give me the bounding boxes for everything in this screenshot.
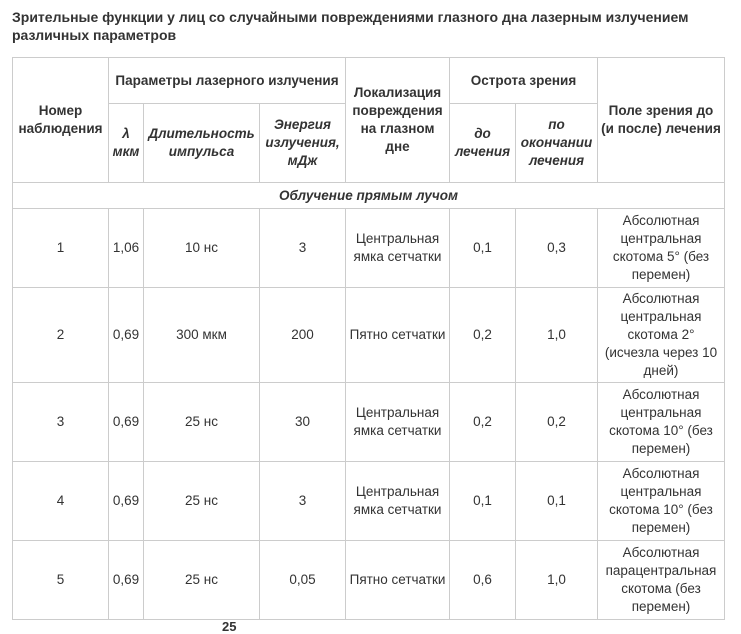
cell-field: Абсолютная центральная скотома 5° (без перемен)	[598, 209, 725, 288]
cell-energy: 3	[260, 209, 346, 288]
header-acuity: Острота зрения	[450, 58, 598, 104]
cell-duration: 10 нс	[144, 209, 260, 288]
cell-acuity-after: 1,0	[516, 288, 598, 383]
cell-acuity-after: 0,1	[516, 462, 598, 541]
header-energy: Энергия излучения, мДж	[260, 104, 346, 183]
cell-acuity-after: 0,3	[516, 209, 598, 288]
header-acuity-after: по окончании лечения	[516, 104, 598, 183]
cell-lambda: 0,69	[109, 462, 144, 541]
cell-num: 4	[13, 462, 109, 541]
cell-num: 2	[13, 288, 109, 383]
cell-localization: Пятно сетчатки	[346, 288, 450, 383]
header-localization: Локализация повреждения на глазном дне	[346, 58, 450, 183]
cell-num: 3	[13, 383, 109, 462]
header-acuity-before: до лечения	[450, 104, 516, 183]
cell-localization: Центральная ямка сетчатки	[346, 462, 450, 541]
cell-acuity-before: 0,6	[450, 541, 516, 620]
cell-energy: 3	[260, 462, 346, 541]
cell-acuity-before: 0,1	[450, 209, 516, 288]
header-obs-number: Номер наблюдения	[13, 58, 109, 183]
cell-duration: 300 мкм	[144, 288, 260, 383]
cell-duration: 25 нс	[144, 383, 260, 462]
cell-localization: Пятно сетчатки	[346, 541, 450, 620]
cell-field: Абсолютная центральная скотома 2° (исчезла через 10 дней)	[598, 288, 725, 383]
cell-energy: 0,05	[260, 541, 346, 620]
cell-energy: 30	[260, 383, 346, 462]
cell-acuity-before: 0,2	[450, 383, 516, 462]
cell-acuity-before: 0,1	[450, 462, 516, 541]
cell-acuity-after: 0,2	[516, 383, 598, 462]
cell-num: 1	[13, 209, 109, 288]
table-row	[13, 541, 725, 620]
cell-field: Абсолютная центральная скотома 10° (без перемен)	[598, 383, 725, 462]
table-row	[13, 383, 725, 462]
cell-duration: 25 нс	[144, 541, 260, 620]
table-row	[13, 462, 725, 541]
cell-field: Абсолютная парацентральная скотома (без перемен)	[598, 541, 725, 620]
cell-duration: 25 нс	[144, 462, 260, 541]
cell-lambda: 0,69	[109, 541, 144, 620]
section-row	[13, 183, 725, 209]
header-lambda: λ мкм	[109, 104, 144, 183]
cell-lambda: 1,06	[109, 209, 144, 288]
header-laser-params: Параметры лазерного излучения	[109, 58, 346, 104]
cell-lambda: 0,69	[109, 288, 144, 383]
header-pulse-duration: Длительность импульса	[144, 104, 260, 183]
section-label: Облучение прямым лучом	[13, 183, 725, 209]
cell-localization: Центральная ямка сетчатки	[346, 209, 450, 288]
table-row	[13, 209, 725, 288]
cell-acuity-after: 1,0	[516, 541, 598, 620]
cell-localization: Центральная ямка сетчатки	[346, 383, 450, 462]
cell-lambda: 0,69	[109, 383, 144, 462]
header-field: Поле зрения до (и после) лечения	[598, 58, 725, 183]
cell-num: 5	[13, 541, 109, 620]
vision-data-table	[12, 57, 725, 620]
page-title: Зрительные функции у лиц со случайными повреждениями глазного дна лазерным излучением различных параметров	[12, 9, 689, 43]
cell-energy: 200	[260, 288, 346, 383]
cell-field: Абсолютная центральная скотома 10° (без перемен)	[598, 462, 725, 541]
header-row-1	[13, 58, 725, 104]
cut-off-text-fragment: 25	[222, 619, 237, 634]
table-row	[13, 288, 725, 383]
cell-acuity-before: 0,2	[450, 288, 516, 383]
